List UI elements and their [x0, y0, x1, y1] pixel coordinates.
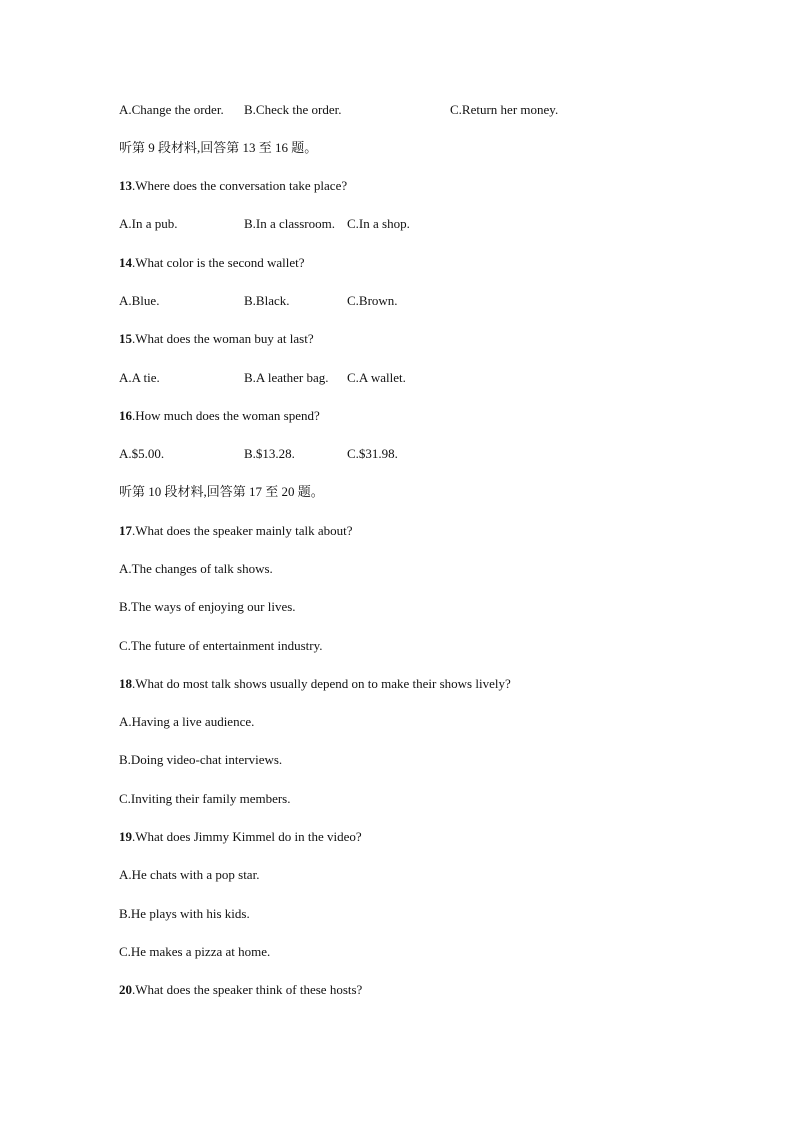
question-number: 17 [119, 523, 132, 538]
question-17 [119, 523, 353, 539]
question-14 [119, 255, 305, 271]
question-18 [119, 676, 511, 692]
question-number: 20 [119, 982, 132, 997]
question-19-option-c: C.He makes a pizza at home. [119, 944, 271, 959]
question-13 [119, 178, 347, 194]
section-heading-10: 听第 10 段材料,回答第 17 至 20 题。 [119, 484, 324, 499]
question-number: 16 [119, 408, 132, 423]
question-number: 18 [119, 676, 132, 691]
question-text: .What does Jimmy Kimmel do in the video? [132, 829, 362, 844]
option-b: B.Black. [244, 293, 290, 308]
question-17-option-b: B.The ways of enjoying our lives. [119, 599, 296, 614]
question-number: 19 [119, 829, 132, 844]
option-c: C.$31.98. [347, 446, 398, 461]
question-text: .What color is the second wallet? [132, 255, 305, 270]
question-text: .What do most talk shows usually depend on to make their shows lively? [132, 676, 511, 691]
question-16 [119, 408, 320, 424]
question-number: 15 [119, 331, 132, 346]
question-text: .What does the speaker think of these hosts? [132, 982, 363, 997]
question-18-option-b: B.Doing video-chat interviews. [119, 752, 283, 767]
question-19 [119, 829, 362, 845]
option-a: A.A tie. [119, 370, 160, 385]
question-text: .How much does the woman spend? [132, 408, 320, 423]
option-a: A.Blue. [119, 293, 160, 308]
question-19-option-a: A.He chats with a pop star. [119, 867, 260, 882]
question-20 [119, 982, 362, 998]
question-text: .Where does the conversation take place? [132, 178, 348, 193]
question-number: 14 [119, 255, 132, 270]
section-heading-9: 听第 9 段材料,回答第 13 至 16 题。 [119, 140, 318, 155]
option-c: C.In a shop. [347, 216, 410, 231]
question-19-option-b: B.He plays with his kids. [119, 906, 250, 921]
question-text: .What does the woman buy at last? [132, 331, 314, 346]
option-a: A.Change the order. [119, 102, 224, 117]
question-15 [119, 331, 314, 347]
option-b: B.In a classroom. [244, 216, 335, 231]
question-17-option-a: A.The changes of talk shows. [119, 561, 273, 576]
question-text: .What does the speaker mainly talk about? [132, 523, 353, 538]
option-b: B.A leather bag. [244, 370, 329, 385]
option-a: A.$5.00. [119, 446, 165, 461]
option-c: C.A wallet. [347, 370, 406, 385]
question-number: 13 [119, 178, 132, 193]
question-17-option-c: C.The future of entertainment industry. [119, 638, 323, 653]
option-a: A.In a pub. [119, 216, 178, 231]
option-b: B.Check the order. [244, 102, 342, 117]
option-b: B.$13.28. [244, 446, 295, 461]
option-c: C.Return her money. [450, 102, 559, 117]
question-18-option-c: C.Inviting their family members. [119, 791, 291, 806]
option-c: C.Brown. [347, 293, 398, 308]
question-18-option-a: A.Having a live audience. [119, 714, 255, 729]
